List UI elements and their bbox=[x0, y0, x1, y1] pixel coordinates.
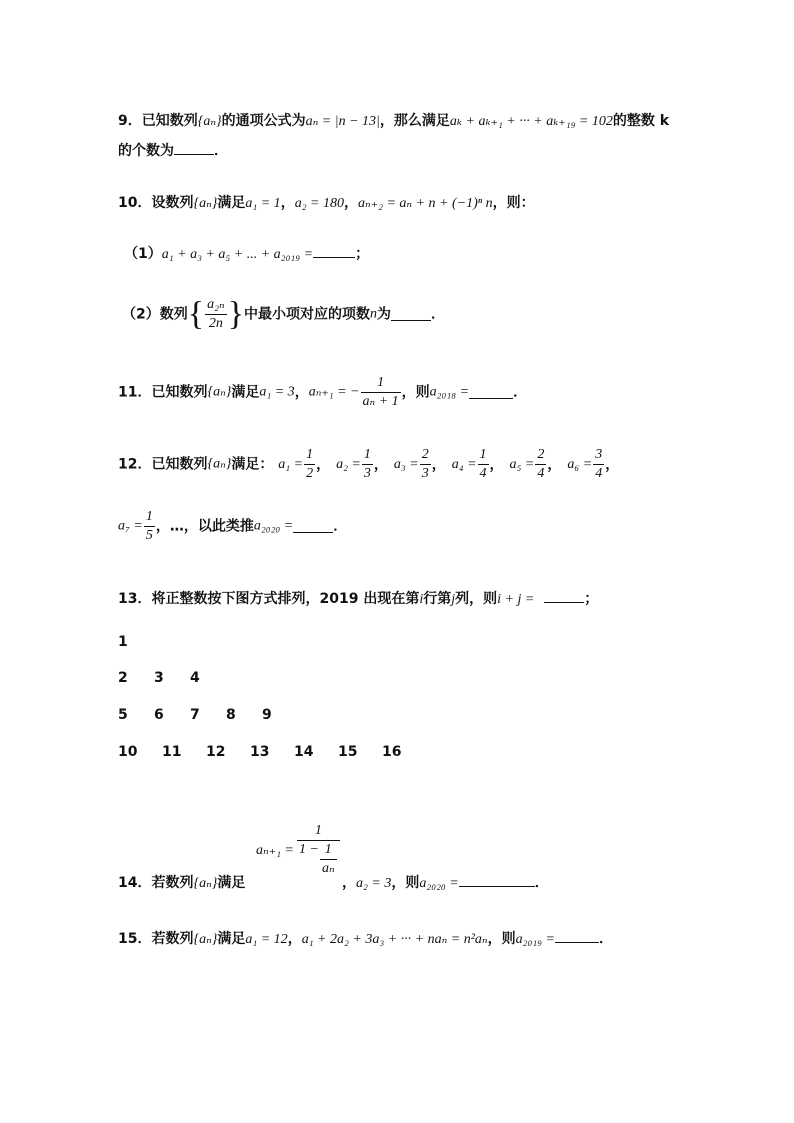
right-brace: } bbox=[227, 295, 244, 333]
fraction-term-4: $\frac{1}{4}$ bbox=[479, 447, 487, 481]
question-9-line-2: 的个数为 ． bbox=[118, 143, 228, 159]
question-number: 10． bbox=[118, 195, 152, 211]
left-brace: { bbox=[187, 295, 205, 333]
question-number: 13． bbox=[118, 591, 152, 607]
triangle-number: 14 bbox=[294, 744, 314, 760]
triangle-row-2 bbox=[118, 670, 226, 686]
answer-blank[interactable] bbox=[469, 386, 513, 399]
triangle-number: 8 bbox=[226, 707, 236, 723]
answer-blank[interactable] bbox=[459, 874, 535, 887]
sequence-symbol: {aₙ} bbox=[193, 196, 218, 211]
triangle-number: 1 bbox=[118, 634, 128, 650]
answer-blank[interactable] bbox=[313, 245, 355, 258]
question-number: 12． bbox=[118, 456, 152, 473]
term-4-label: a₄ = bbox=[451, 456, 477, 472]
term-6-label: a₆ = bbox=[567, 456, 593, 472]
fraction-a2n-over-2n: $\frac{\text{a₂ₙ}}{2n}$ bbox=[207, 297, 225, 331]
recurrence-formula: aₙ₊₂ = aₙ + n + (−1)ⁿ n bbox=[358, 196, 493, 211]
nested-fraction: 1 1 − $\frac{1}{\text{aₙ}}$ bbox=[297, 822, 340, 878]
triangle-number: 4 bbox=[190, 670, 200, 686]
triangle-number: 11 bbox=[162, 744, 182, 760]
sequence-symbol: {aₙ} bbox=[193, 876, 218, 891]
question-12-line-1: 12．已知数列{aₙ}满足： a₁ = $\frac{1}{2}$ ， a₂ = $\frac{1}{3}$ ， a₃ = $\frac{2}{3}$ ， a₄ = $\frac{1}{4}$ ， a₅ = $\frac{2}{4}$ ， a₆ = $\frac{3}{4}$ ， bbox=[118, 446, 625, 490]
triangle-number: 5 bbox=[118, 707, 128, 723]
triangle-number: 7 bbox=[190, 707, 200, 723]
triangle-number: 16 bbox=[382, 744, 402, 760]
weighted-sum-condition: a₁ + 2a₂ + 3a₃ + ··· + naₙ = n²aₙ bbox=[301, 932, 488, 947]
fraction-term-6: $\frac{3}{4}$ bbox=[595, 447, 603, 481]
sequence-terms: a₁ = $\frac{1}{2}$ ， a₂ = $\frac{1}{3}$ ， a₃ = $\frac{2}{3}$ ， a₄ = $\frac{1}{4}$ ， a₅ = $\frac{2}{4}$ ， a₆ = $\frac{3}{4}$ ， bbox=[278, 447, 620, 481]
sum-condition: aₖ + aₖ₊₁ + ··· + aₖ₊₁₉ = 102 bbox=[449, 114, 613, 129]
triangle-row-1 bbox=[118, 634, 154, 650]
triangle-row-3 bbox=[118, 707, 298, 723]
triangle-number: 9 bbox=[262, 707, 272, 723]
question-10-part-1: （1）a₁ + a₃ + a₅ + ... + a₂₀₁₉ = ； bbox=[124, 246, 370, 262]
term-3-label: a₃ = bbox=[393, 456, 419, 472]
term-1-label: a₁ = bbox=[278, 456, 304, 472]
sequence-symbol: {aₙ} bbox=[207, 384, 232, 400]
triangle-number: 2 bbox=[118, 670, 128, 686]
question-10-part-2: （2）数列{ $\frac{\text{a₂ₙ}}{2n}$ }中最小项对应的项数n为 ． bbox=[122, 295, 445, 333]
answer-blank[interactable] bbox=[555, 930, 599, 943]
triangle-row-4 bbox=[118, 744, 426, 760]
answer-blank[interactable] bbox=[293, 520, 333, 533]
triangle-number: 3 bbox=[154, 670, 164, 686]
term-2-label: a₂ = bbox=[336, 456, 361, 472]
fraction-term-1: $\frac{1}{2}$ bbox=[306, 447, 314, 481]
sequence-symbol: {aₙ} bbox=[207, 456, 232, 472]
odd-term-sum: a₁ + a₃ + a₅ + ... + a₂₀₁₉ = bbox=[161, 247, 314, 262]
term-5-label: a₅ = bbox=[509, 456, 535, 472]
fraction-recurrence: $\frac{1}{\text{aₙ + 1}}$ bbox=[362, 375, 399, 409]
question-9-line-1: 9．已知数列{aₙ}的通项公式为aₙ = |n − 13|，那么满足aₖ + aₖ₊₁ + ··· + aₖ₊₁₉ = 102的整数 k bbox=[118, 113, 670, 129]
answer-blank[interactable] bbox=[391, 308, 431, 321]
triangle-number: 15 bbox=[338, 744, 358, 760]
triangle-number: 10 bbox=[118, 744, 138, 760]
sequence-symbol: {aₙ} bbox=[197, 114, 222, 129]
question-12-line-2: a₇ = $\frac{1}{5}$ ，…，以此类推a₂₀₂₀ = ． bbox=[118, 509, 348, 543]
fraction-term-5: $\frac{2}{4}$ bbox=[537, 447, 545, 481]
question-number: 9． bbox=[118, 113, 142, 129]
fraction-term-2: $\frac{1}{3}$ bbox=[363, 447, 371, 481]
triangle-number: 13 bbox=[250, 744, 270, 760]
question-10-line-1: 10．设数列{aₙ}满足a₁ = 1，a₂ = 180，aₙ₊₂ = aₙ + n + (−1)ⁿ n，则： bbox=[118, 195, 535, 211]
question-number: 11． bbox=[118, 384, 152, 401]
question-13-line: 13．将正整数按下图方式排列，2019 出现在第i行第j列，则i + j = ； bbox=[118, 591, 599, 607]
question-number: 14． bbox=[118, 875, 152, 891]
answer-blank[interactable] bbox=[544, 590, 584, 603]
question-number: 15． bbox=[118, 931, 152, 947]
fraction-term-7: $\frac{1}{5}$ bbox=[145, 509, 153, 543]
triangle-number: 12 bbox=[206, 744, 226, 760]
general-term-formula: aₙ = |n − 13| bbox=[305, 114, 380, 129]
sequence-symbol: {aₙ} bbox=[193, 932, 218, 947]
question-15-line: 15．若数列{aₙ}满足a₁ = 12，a₁ + 2a₂ + 3a₃ + ··· + naₙ = n²aₙ，则a₂₀₁₉ = ． bbox=[118, 931, 613, 947]
answer-blank[interactable] bbox=[174, 142, 214, 155]
question-11-line: 11．已知数列{aₙ}满足a₁ = 3，aₙ₊₁ = − $\frac{1}{\text{aₙ + 1}}$ ，则a₂₀₁₈ = ． bbox=[118, 375, 528, 409]
triangle-number: 6 bbox=[154, 707, 164, 723]
fraction-term-3: $\frac{2}{3}$ bbox=[421, 447, 429, 481]
